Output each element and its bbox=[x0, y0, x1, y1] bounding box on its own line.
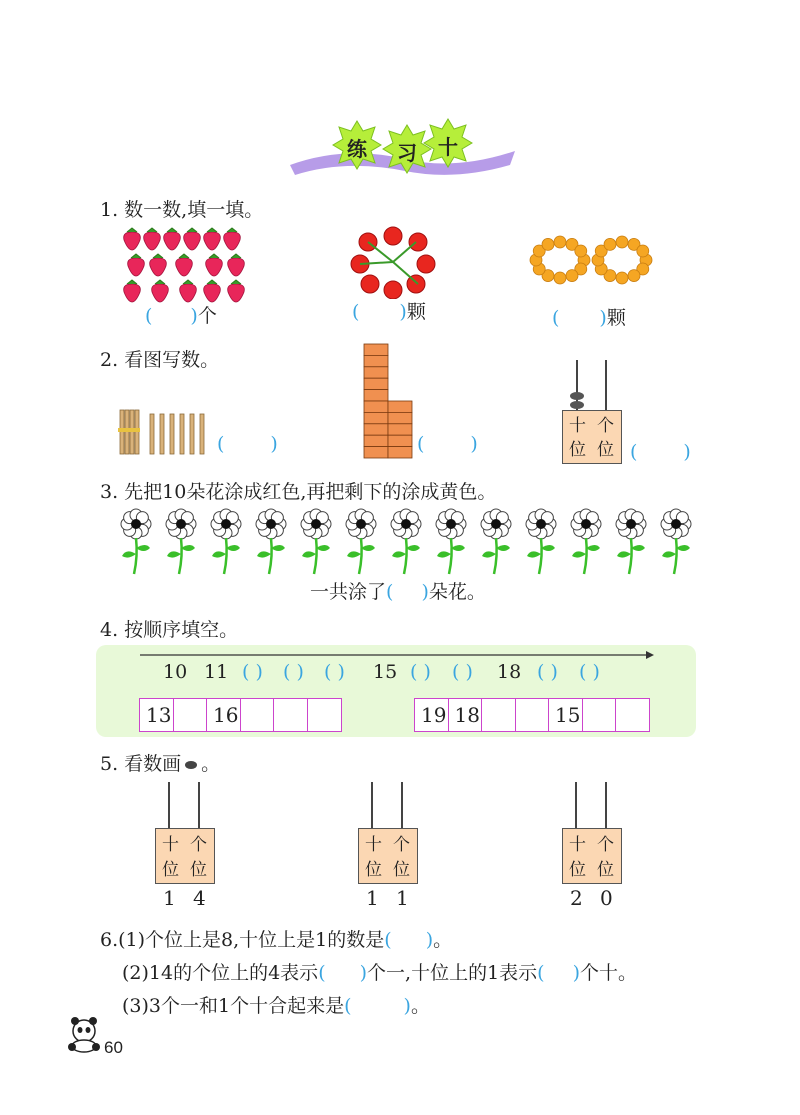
flower[interactable] bbox=[568, 508, 608, 576]
bead bbox=[566, 270, 578, 282]
bead bbox=[616, 236, 628, 248]
abacus-rod-ones[interactable] bbox=[198, 782, 200, 830]
paren-close: ) bbox=[572, 962, 581, 984]
paren-open: ( bbox=[386, 581, 394, 603]
title-char-2: 习 bbox=[397, 141, 417, 165]
flower[interactable] bbox=[298, 508, 338, 576]
place-label: 位 bbox=[597, 860, 614, 880]
strawberry bbox=[124, 280, 141, 302]
block bbox=[364, 344, 388, 355]
strawberry bbox=[184, 228, 201, 250]
number-line-blank[interactable]: ( ) bbox=[283, 661, 304, 683]
panda-icon bbox=[64, 1015, 104, 1053]
bead bbox=[604, 238, 616, 250]
flower[interactable] bbox=[658, 508, 698, 576]
paren-close: ) bbox=[599, 307, 607, 329]
bead bbox=[628, 270, 640, 282]
q6-item-1 bbox=[100, 928, 452, 952]
abacus-rod-tens[interactable] bbox=[575, 782, 577, 830]
tens-value: 2 bbox=[570, 886, 583, 910]
q1-answer-2 bbox=[352, 300, 426, 324]
strawberry bbox=[164, 228, 181, 250]
strawberry bbox=[150, 254, 167, 276]
title-banner bbox=[285, 115, 520, 185]
strawberry bbox=[228, 280, 245, 302]
paren-open: ( bbox=[318, 962, 326, 984]
abacus-rod-ones[interactable] bbox=[605, 782, 607, 830]
q5-prompt-end: 。 bbox=[201, 753, 221, 775]
answer-prefix: 一共涂了 bbox=[310, 581, 387, 603]
q6-item-end: 。 bbox=[433, 929, 453, 951]
paren-close: ) bbox=[399, 301, 407, 323]
paren-open: ( bbox=[417, 433, 425, 455]
paren-open: ( bbox=[384, 929, 392, 951]
paren-close: ) bbox=[683, 441, 691, 463]
sequence-cell: 16 bbox=[206, 698, 241, 732]
place-label: 位 bbox=[597, 440, 614, 460]
paren-open: ( bbox=[630, 441, 638, 463]
block bbox=[364, 401, 388, 412]
sequence-cell: 13 bbox=[139, 698, 174, 732]
strawberry bbox=[144, 228, 161, 250]
ones-label: 个 bbox=[597, 416, 614, 436]
number-line-blank[interactable]: ( ) bbox=[410, 661, 431, 683]
flower[interactable] bbox=[478, 508, 518, 576]
paren-open: ( bbox=[145, 305, 153, 327]
ones-value: 1 bbox=[396, 886, 409, 910]
q6-item-3 bbox=[122, 994, 430, 1018]
paren-close: ) bbox=[425, 929, 434, 951]
q4-prompt: 4. 按顺序填空。 bbox=[100, 619, 239, 641]
q6-item-2 bbox=[122, 961, 637, 985]
unit-label: 颗 bbox=[606, 307, 626, 329]
sequence-blank-cell[interactable] bbox=[240, 698, 275, 732]
abacus-box bbox=[155, 828, 215, 884]
flower[interactable] bbox=[388, 508, 428, 576]
sequence-blank-cell[interactable] bbox=[515, 698, 550, 732]
q5-prompt bbox=[100, 752, 220, 776]
paren-close: ) bbox=[421, 581, 429, 603]
flower[interactable] bbox=[343, 508, 383, 576]
block-columns bbox=[363, 343, 415, 459]
q2-prompt: 2. 看图写数。 bbox=[100, 349, 220, 371]
abacus-rod-ones[interactable] bbox=[401, 782, 403, 830]
block bbox=[388, 424, 412, 435]
sticks-bundle bbox=[116, 408, 211, 458]
strawberry bbox=[124, 228, 141, 250]
number-line-blank[interactable]: ( ) bbox=[579, 661, 600, 683]
flower[interactable] bbox=[253, 508, 293, 576]
q3-prompt: 3. 先把10朵花涂成红色,再把剩下的涂成黄色。 bbox=[100, 481, 497, 503]
number-line-label: 10 bbox=[163, 661, 188, 683]
place-label: 位 bbox=[569, 440, 586, 460]
place-label: 位 bbox=[569, 860, 586, 880]
strawberry bbox=[228, 254, 245, 276]
paren-open: ( bbox=[217, 433, 225, 455]
number-line-label: 15 bbox=[373, 661, 398, 683]
sequence-blank-cell[interactable] bbox=[615, 698, 650, 732]
bead bbox=[616, 272, 628, 284]
q2-answer-1 bbox=[217, 432, 278, 456]
block bbox=[364, 390, 388, 401]
tens-label: 十 bbox=[569, 416, 586, 436]
q2-answer-2 bbox=[417, 432, 478, 456]
strawberry bbox=[204, 228, 221, 250]
q6-item-text: (3)3个一和1个十合起来是 bbox=[122, 995, 345, 1017]
flower-row bbox=[118, 508, 698, 578]
sequence-cell: 18 bbox=[448, 698, 483, 732]
paren-open: ( bbox=[344, 995, 352, 1017]
paren-close: ) bbox=[470, 433, 478, 455]
bead-icon bbox=[185, 761, 197, 769]
sequence-cell: 15 bbox=[548, 698, 583, 732]
unit-label: 个 bbox=[197, 305, 217, 327]
strawberry bbox=[176, 254, 193, 276]
sequence-blank-cell[interactable] bbox=[307, 698, 342, 732]
paren-open: ( bbox=[552, 307, 560, 329]
page-number: 60 bbox=[104, 1038, 123, 1057]
block bbox=[388, 447, 412, 458]
strawberry bbox=[180, 280, 197, 302]
paren-close: ) bbox=[190, 305, 198, 327]
place-label: 十 bbox=[162, 835, 179, 855]
block bbox=[364, 447, 388, 458]
abacus-beads bbox=[567, 391, 587, 411]
q6-item-text: (1)个位上是8,十位上是1的数是 bbox=[118, 929, 385, 951]
q1-prompt: 1. 数一数,填一填。 bbox=[100, 199, 264, 221]
q1-answer-1 bbox=[145, 304, 217, 328]
answer-suffix: 朵花。 bbox=[428, 581, 486, 603]
abacus-rod-tens[interactable] bbox=[371, 782, 373, 830]
place-label: 位 bbox=[190, 860, 207, 880]
block bbox=[388, 435, 412, 446]
bead bbox=[575, 245, 587, 257]
unit-label: 颗 bbox=[406, 301, 426, 323]
tens-value: 1 bbox=[163, 886, 176, 910]
block bbox=[388, 412, 412, 423]
sequence-cell: 19 bbox=[414, 698, 449, 732]
number-line-blank[interactable]: ( ) bbox=[242, 661, 263, 683]
strawberry bbox=[224, 228, 241, 250]
q6-item-mid: 个一,十位上的1表示 bbox=[367, 962, 538, 984]
abacus-rod-ones bbox=[605, 360, 607, 412]
place-label: 位 bbox=[162, 860, 179, 880]
number-line-blank[interactable]: ( ) bbox=[324, 661, 345, 683]
bead bbox=[637, 245, 649, 257]
place-label: 个 bbox=[393, 835, 410, 855]
paren-close: ) bbox=[359, 962, 368, 984]
number-line-blank[interactable]: ( ) bbox=[537, 661, 558, 683]
paren-close: ) bbox=[270, 433, 278, 455]
block bbox=[388, 401, 412, 412]
block bbox=[364, 378, 388, 389]
place-label: 十 bbox=[569, 835, 586, 855]
flower[interactable] bbox=[613, 508, 653, 576]
paren-open: ( bbox=[537, 962, 545, 984]
block bbox=[364, 367, 388, 378]
q6-item-end: 个十。 bbox=[580, 962, 638, 984]
sequence-blank-cell[interactable] bbox=[481, 698, 516, 732]
flower[interactable] bbox=[118, 508, 158, 576]
q2-answer-3 bbox=[630, 440, 691, 464]
strawberry bbox=[152, 280, 169, 302]
paren-close: ) bbox=[403, 995, 411, 1017]
number-line-label: 18 bbox=[497, 661, 522, 683]
strawberry bbox=[206, 254, 223, 276]
strawberry-group bbox=[118, 224, 248, 304]
place-label: 位 bbox=[365, 860, 382, 880]
place-label: 个 bbox=[190, 835, 207, 855]
abacus-box bbox=[562, 828, 622, 884]
abacus-rod-tens[interactable] bbox=[168, 782, 170, 830]
abacus-box bbox=[358, 828, 418, 884]
block bbox=[364, 412, 388, 423]
sequence-blank-cell[interactable] bbox=[273, 698, 308, 732]
strawberry bbox=[128, 254, 145, 276]
place-label: 个 bbox=[597, 835, 614, 855]
flower[interactable] bbox=[523, 508, 563, 576]
q3-answer bbox=[310, 580, 486, 604]
bead bbox=[542, 238, 554, 250]
q2-abacus-box bbox=[562, 410, 622, 464]
block bbox=[364, 435, 388, 446]
q6-number: 6. bbox=[100, 929, 119, 951]
q1-answer-3 bbox=[552, 306, 626, 330]
sequence-blank-cell[interactable] bbox=[582, 698, 617, 732]
number-line-label: 11 bbox=[204, 661, 229, 683]
q6-item-end: 。 bbox=[410, 995, 430, 1017]
cherry-cluster bbox=[348, 224, 438, 299]
place-label: 位 bbox=[393, 860, 410, 880]
paren-open: ( bbox=[352, 301, 360, 323]
q5-prompt-text: 5. 看数画 bbox=[100, 753, 182, 775]
title-char-3: 十 bbox=[438, 135, 458, 159]
sequence-blank-cell[interactable] bbox=[173, 698, 208, 732]
flower[interactable] bbox=[208, 508, 248, 576]
block bbox=[364, 424, 388, 435]
block bbox=[364, 355, 388, 366]
title-char-1: 练 bbox=[347, 137, 367, 161]
number-line-blank[interactable]: ( ) bbox=[452, 661, 473, 683]
flower[interactable] bbox=[163, 508, 203, 576]
flower[interactable] bbox=[433, 508, 473, 576]
ones-value: 0 bbox=[600, 886, 613, 910]
q6-item-text: (2)14的个位上的4表示 bbox=[122, 962, 319, 984]
strawberry bbox=[204, 280, 221, 302]
bead bbox=[554, 272, 566, 284]
bead bbox=[554, 236, 566, 248]
tens-value: 1 bbox=[366, 886, 379, 910]
ones-value: 4 bbox=[193, 886, 206, 910]
place-label: 十 bbox=[365, 835, 382, 855]
bead-rings bbox=[528, 232, 658, 292]
